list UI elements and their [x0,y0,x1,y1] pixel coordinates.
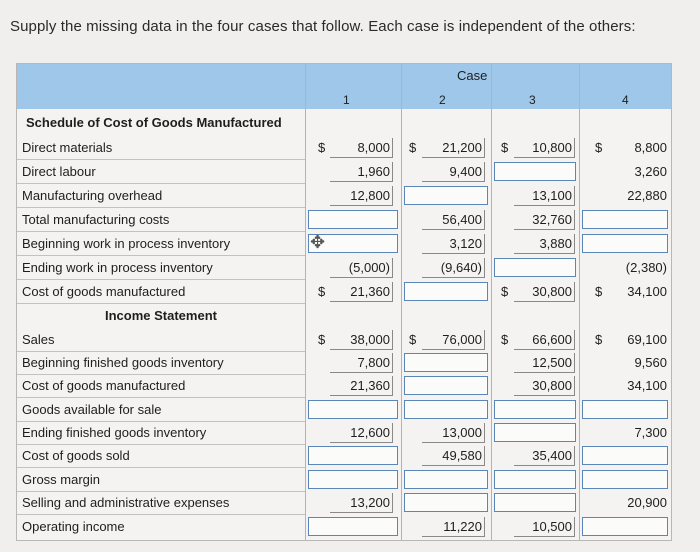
row-label-goods-available: Goods available for sale [22,402,162,417]
row-divider [17,467,305,468]
column-divider [491,64,492,540]
answer-input-c4-goods-available[interactable] [582,400,668,419]
answer-input-c2-goods-available[interactable] [404,400,488,419]
value-c2-direct-labour: 9,400 [449,164,482,179]
case-4-header: 4 [622,93,629,107]
case-table [16,63,672,541]
row-label-gross-margin: Gross margin [22,472,101,487]
row-label-beginning-fg: Beginning finished goods inventory [22,355,224,370]
row-divider [17,231,305,232]
row-label-total-manufacturing-costs: Total manufacturing costs [22,212,170,227]
row-divider [17,159,305,160]
value-c1-ending-wip: (5,000) [348,260,390,275]
row-label-cogm: Cost of goods manufactured [22,284,186,299]
currency-symbol: $ [595,332,603,347]
answer-input-c2-beginning-fg[interactable] [404,353,488,372]
row-label-ending-fg: Ending finished goods inventory [22,425,207,440]
case-1-header: 1 [343,93,350,107]
currency-symbol: $ [595,284,603,299]
answer-input-c4-total-manufacturing-costs[interactable] [582,210,668,229]
row-divider [17,279,305,280]
currency-symbol: $ [318,140,326,155]
answer-input-c3-selling-admin[interactable] [494,493,576,512]
answer-input-c1-cogs[interactable] [308,446,398,465]
value-c1-direct-materials: 8,000 [357,140,390,155]
value-c2-sales: 76,000 [442,332,482,347]
answer-input-c2-selling-admin[interactable] [404,493,488,512]
value-c3-direct-materials: 10,800 [532,140,572,155]
answer-input-c2-cogm-is[interactable] [404,376,488,395]
column-divider [579,64,580,540]
value-c3-operating-income: 10,500 [532,519,572,534]
answer-input-c2-manufacturing-overhead[interactable] [404,186,488,205]
value-c1-selling-admin: 13,200 [350,495,390,510]
value-c3-cogs: 35,400 [532,448,572,463]
cogm-section-title: Schedule of Cost of Goods Manufactured [26,115,282,130]
answer-input-c3-direct-labour[interactable] [494,162,576,181]
row-divider [17,207,305,208]
column-divider [305,64,306,540]
value-c2-beginning-wip: 3,120 [449,236,482,251]
answer-input-c4-gross-margin[interactable] [582,470,668,489]
currency-symbol: $ [318,284,326,299]
answer-input-c2-gross-margin[interactable] [404,470,488,489]
answer-input-c1-gross-margin[interactable] [308,470,398,489]
row-divider [17,491,305,492]
value-c3-beginning-wip: 3,880 [539,236,572,251]
answer-input-c1-goods-available[interactable] [308,400,398,419]
move-cursor-icon: ✥ [310,232,326,252]
value-c2-total-manufacturing-costs: 56,400 [442,212,482,227]
value-c3-cogm: 30,800 [532,284,572,299]
row-divider [17,255,305,256]
row-label-ending-wip: Ending work in process inventory [22,260,213,275]
value-c2-ending-fg: 13,000 [442,425,482,440]
value-c2-cogs: 49,580 [442,448,482,463]
value-c4-beginning-fg: 9,560 [634,355,667,370]
value-c2-ending-wip: (9,640) [440,260,482,275]
value-c1-direct-labour: 1,960 [357,164,390,179]
row-divider [17,421,305,422]
value-c4-manufacturing-overhead: 22,880 [627,188,667,203]
row-divider [17,374,305,375]
value-c3-manufacturing-overhead: 13,100 [532,188,572,203]
value-c4-direct-labour: 3,260 [634,164,667,179]
value-c3-beginning-fg: 12,500 [532,355,572,370]
answer-input-c2-cogm[interactable] [404,282,488,301]
row-label-manufacturing-overhead: Manufacturing overhead [22,188,163,203]
value-c3-sales: 66,600 [532,332,572,347]
value-c2-direct-materials: 21,200 [442,140,482,155]
row-label-selling-admin: Selling and administrative expenses [22,495,230,510]
answer-input-c3-ending-fg[interactable] [494,423,576,442]
row-divider [17,514,305,515]
currency-symbol: $ [501,332,509,347]
currency-symbol: $ [501,140,509,155]
answer-input-c4-beginning-wip[interactable] [582,234,668,253]
row-label-direct-materials: Direct materials [22,140,113,155]
row-divider [17,183,305,184]
instruction-text: Supply the missing data in the four cases that follow. Each case is independent of the others: [10,18,636,35]
case-header-label: Case [457,68,488,83]
currency-symbol: $ [409,140,417,155]
currency-symbol: $ [595,140,603,155]
value-c1-beginning-fg: 7,800 [357,355,390,370]
case-2-header: 2 [439,93,446,107]
row-divider [17,397,305,398]
answer-input-c1-operating-income[interactable] [308,517,398,536]
column-divider [401,64,402,540]
answer-input-c1-total-manufacturing-costs[interactable] [308,210,398,229]
answer-input-c3-goods-available[interactable] [494,400,576,419]
row-divider [17,303,305,304]
row-label-sales: Sales [22,332,55,347]
answer-input-c4-cogs[interactable] [582,446,668,465]
value-c4-direct-materials: 8,800 [634,140,667,155]
value-c4-ending-fg: 7,300 [634,425,667,440]
row-label-cogs: Cost of goods sold [22,448,130,463]
answer-input-c3-gross-margin[interactable] [494,470,576,489]
value-c1-cogm: 21,360 [350,284,390,299]
value-c1-ending-fg: 12,600 [350,425,390,440]
row-label-cogm-is: Cost of goods manufactured [22,378,186,393]
row-divider [17,444,305,445]
value-c4-ending-wip: (2,380) [625,260,667,275]
case-3-header: 3 [529,93,536,107]
row-divider [17,351,305,352]
answer-input-c4-operating-income[interactable] [582,517,668,536]
row-label-beginning-wip: Beginning work in process inventory [22,236,231,251]
income-statement-title: Income Statement [105,308,217,323]
value-c4-cogm-is: 34,100 [627,378,667,393]
row-label-direct-labour: Direct labour [22,164,96,179]
value-c3-total-manufacturing-costs: 32,760 [532,212,572,227]
row-label-operating-income: Operating income [22,519,125,534]
value-c2-operating-income: 11,220 [443,519,482,534]
answer-input-c3-ending-wip[interactable] [494,258,576,277]
currency-symbol: $ [409,332,417,347]
value-c1-manufacturing-overhead: 12,800 [350,188,390,203]
value-c4-selling-admin: 20,900 [627,495,667,510]
value-c4-sales: 69,100 [627,332,667,347]
value-c3-cogm-is: 30,800 [532,378,572,393]
currency-symbol: $ [501,284,509,299]
currency-symbol: $ [318,332,326,347]
value-c4-cogm: 34,100 [627,284,667,299]
value-c1-sales: 38,000 [350,332,390,347]
value-c1-cogm-is: 21,360 [350,378,390,393]
